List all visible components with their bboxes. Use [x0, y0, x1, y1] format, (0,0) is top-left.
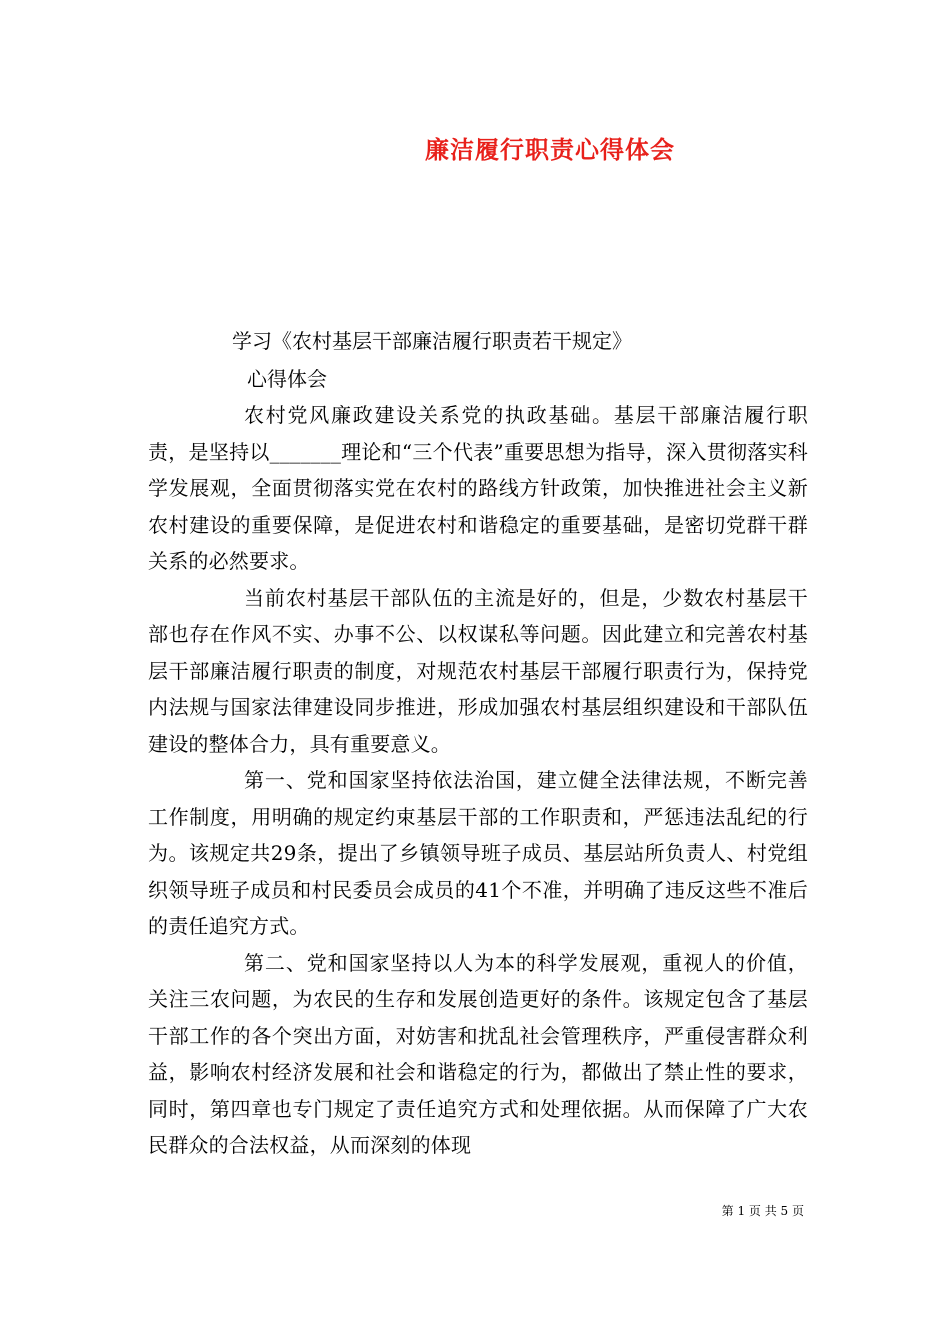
- paragraph-4: 第二、党和国家坚持以人为本的科学发展观，重视人的价值，关注三农问题，为农民的生存和发展创造更好的条件。该规定包含了基层干部工作的各个突出方面，对妨害和扰乱社会管理秩序，严重侵害群众利益，影响农村经济发展和社会和谐稳定的行为，都做出了禁止性的要求，同时，第四章也专门规定了责任追究方式和处理依据。从而保障了广大农民群众的合法权益，从而深刻的体现: [148, 950, 808, 1157]
- paragraph-3: 第一、党和国家坚持依法治国，建立健全法律法规，不断完善工作制度，用明确的规定约束基层干部的工作职责和，严惩违法乱纪的行为。该规定共29条，提出了乡镇领导班子成员、基层站所负责人、村党组织领导班子成员和村民委员会成员的41个不准，并明确了违反这些不准后的责任追究方式。: [148, 768, 808, 938]
- document-subtitle: 学习《农村基层干部廉洁履行职责若干规定》: [232, 329, 632, 353]
- document-subtitle-line2: 心得体会: [247, 367, 327, 391]
- document-body: [148, 397, 808, 1164]
- document-title: 廉洁履行职责心得体会: [425, 135, 675, 164]
- page-number-footer: 第 1 页 共 5 页: [721, 1204, 804, 1218]
- paragraph-2: 当前农村基层干部队伍的主流是好的，但是，少数农村基层干部也存在作风不实、办事不公、以权谋私等问题。因此建立和完善农村基层干部廉洁履行职责的制度，对规范农村基层干部履行职责行为，保持党内法规与国家法律建设同步推进，形成加强农村基层组织建设和干部队伍建设的整体合力，具有重要意义。: [148, 585, 808, 756]
- paragraph-1: 农村党风廉政建设关系党的执政基础。基层干部廉洁履行职责，是坚持以_______理论和“三个代表”重要思想为指导，深入贯彻落实科学发展观，全面贯彻落实党在农村的路线方针政策，加快推进社会主义新农村建设的重要保障，是促进农村和谐稳定的重要基础，是密切党群干群关系的必然要求。: [148, 403, 808, 573]
